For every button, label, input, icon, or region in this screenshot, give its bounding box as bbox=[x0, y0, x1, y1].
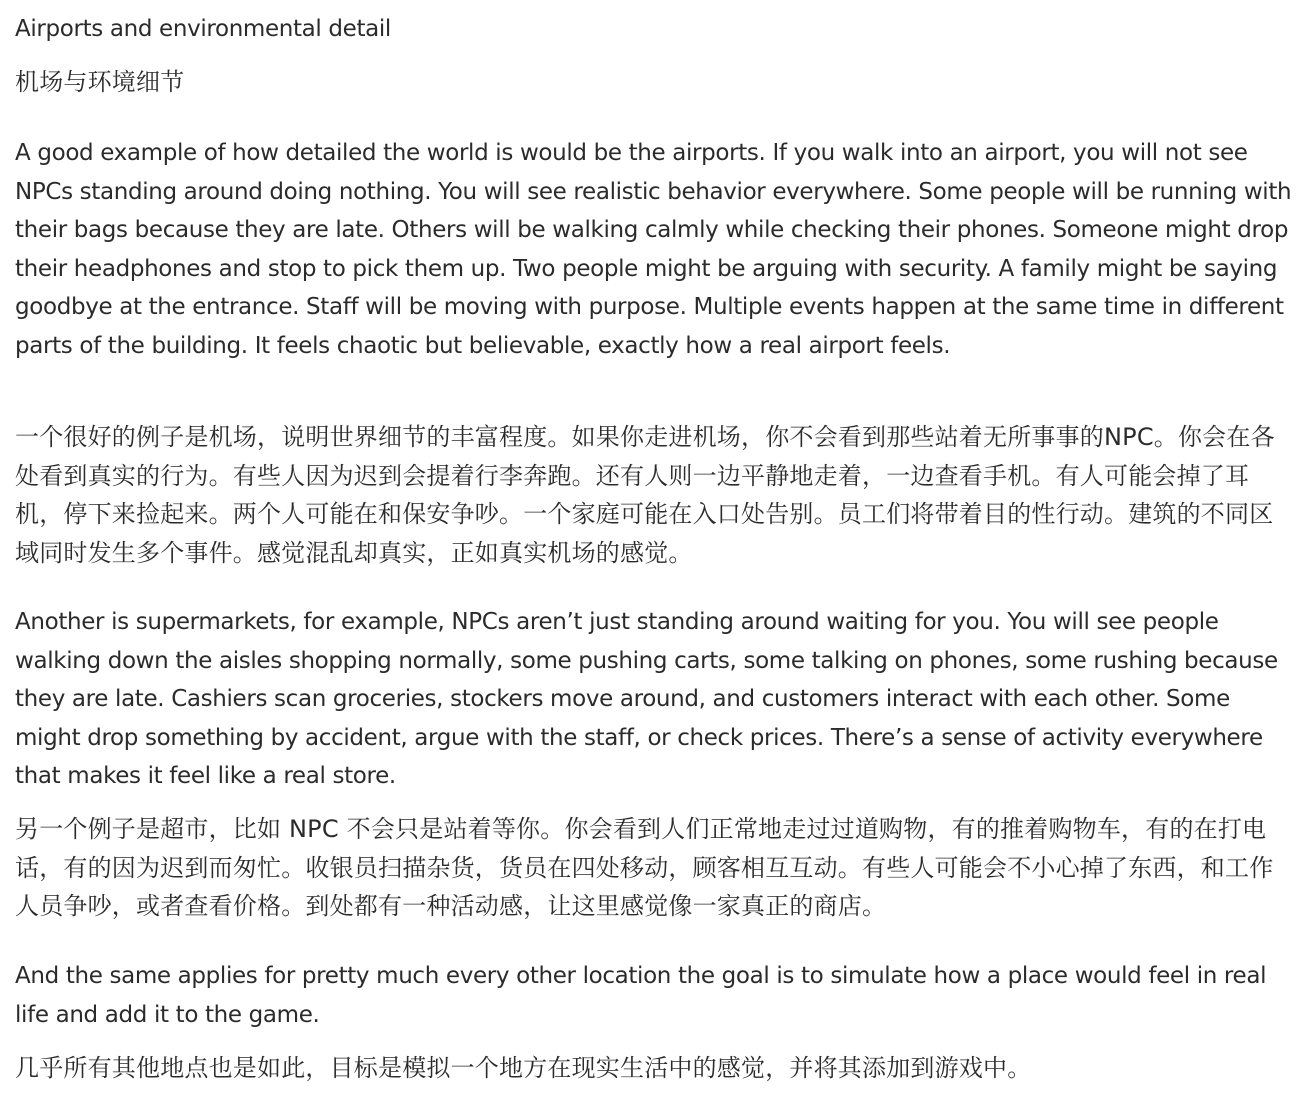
section-title-en: Airports and environmental detail bbox=[15, 16, 391, 42]
paragraph-other-locations-zh: 几乎所有其他地点也是如此，目标是模拟一个地方在现实生活中的感觉，并将其添加到游戏中。 bbox=[15, 1054, 1032, 1082]
paragraph-supermarkets-zh: 另一个例子是超市，比如 NPC 不会只是站着等你。你会看到人们正常地走过过道购物，有的推着购物车，有的在打电话，有的因为迟到而匆忙。收银员扫描杂货，货员在四处移动，顾客相互互动。有些人可能会不小心掉了东西，和工作人员争吵，或者查看价格。到处都有一种活动感，让这里感觉像一家真正的商店。 bbox=[15, 815, 1274, 920]
paragraph-airports-en: A good example of how detailed the world is would be the airports. If you walk into an airport, you will not see NPCs standing around doing nothing. You will see realistic behavior everywhere. Some people will be running with their bags because they are late. Others will be walking calmly while checking their phones. Someone might drop their headphones and stop to pick them up. Two people might be arguing with security. A family might be saying goodbye at the entrance. Staff will be moving with purpose. Multiple events happen at the same time in different parts of the building. It feels chaotic but believable, exactly how a real airport feels. bbox=[15, 140, 1292, 359]
paragraph-supermarkets-en: Another is supermarkets, for example, NPCs aren’t just standing around waiting for you. You will see people walking down the aisles shopping normally, some pushing carts, some talking on phones, some rushing because they are late. Cashiers scan groceries, stockers move around, and customers interact with each other. Some might drop something by accident, argue with the staff, or check prices. There’s a sense of activity everywhere that makes it feel like a real store. bbox=[15, 609, 1278, 789]
section-title-zh: 机场与环境细节 bbox=[15, 68, 185, 96]
paragraph-airports-zh: 一个很好的例子是机场，说明世界细节的丰富程度。如果你走进机场，你不会看到那些站着无所事事的NPC。你会在各处看到真实的行为。有些人因为迟到会提着行李奔跑。还有人则一边平静地走着，一边查看手机。有人可能会掉了耳机，停下来捡起来。两个人可能在和保安争吵。一个家庭可能在入口处告别。员工们将带着目的性行动。建筑的不同区域同时发生多个事件。感觉混乱却真实，正如真实机场的感觉。 bbox=[15, 423, 1275, 567]
paragraph-other-locations-en: And the same applies for pretty much every other location the goal is to simulate how a place would feel in real life and add it to the game. bbox=[15, 963, 1267, 1028]
